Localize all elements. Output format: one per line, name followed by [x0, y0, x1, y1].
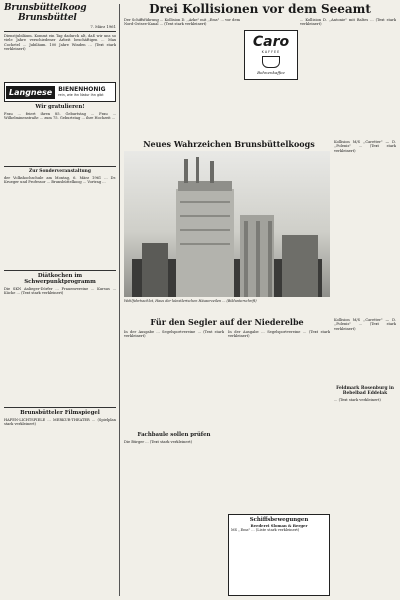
divider	[4, 270, 116, 271]
section-heading: Zur Sonderveranstaltung	[29, 169, 91, 174]
masthead-line1: Brunsbüttelkoog	[4, 3, 87, 13]
article-text: In der Ausgabe ... Segelsportvereine ... (Text stark verkleinert)	[228, 330, 330, 339]
caro-tagline: Bohnenkaffee	[257, 70, 285, 75]
article-text: Die Bürger ... (Text stark verkleinert)	[124, 440, 193, 444]
column-divider	[119, 4, 120, 596]
tower-photo	[124, 151, 330, 297]
article-text: ... (Text stark verkleinert)	[334, 398, 381, 402]
filmspiegel-section	[4, 410, 116, 568]
schiff-headline: Schiffsbewegungen	[249, 517, 309, 523]
masthead-line2: Brunsbüttel	[18, 13, 77, 23]
article-text: Kollision M/S ,,Caretter" — D. ,,Polenis" ... (Text stark verkleinert)	[334, 140, 396, 153]
middle-article	[228, 330, 330, 510]
caro-brand: Caro	[252, 34, 290, 50]
segler-article	[124, 330, 224, 428]
tower-photo-graphic	[124, 151, 330, 297]
langnese-ad	[4, 82, 116, 102]
langnese-slogan: rein, wie ihn Natur ihn gibt	[58, 93, 104, 97]
fachbaule-headline: Fachbaule sollen prüfen	[137, 432, 211, 438]
section-text: der Volkshochschule am Montag, 6. März 1961 ... Dr. Krueger und Professor ... Brunsbüttelkoog ... Vortrag ...	[4, 176, 116, 185]
article-text: In der Ausgabe ... Segelsportvereine ... (Text stark verkleinert)	[124, 330, 224, 339]
section-heading: Wir gratulieren!	[35, 104, 85, 110]
sonderveranstaltung-section	[4, 169, 116, 268]
divider	[4, 166, 116, 167]
far-right-article	[334, 318, 396, 380]
segler-headline: Für den Segler auf der Niederelbe	[150, 317, 304, 327]
gratulieren-section	[4, 104, 116, 164]
masthead-date: 7. März 1961	[90, 24, 116, 29]
section-text: Die SKN Anlieger-Dörfer ... Frauenvereine ... Kursus ... Küche ... (Text stark verkleinert)	[4, 287, 116, 296]
caro-ad	[244, 30, 298, 80]
langnese-brand: Langnese	[6, 86, 55, 99]
schiff-text: MS ,,Ems" ... (Liste stark verkleinert)	[231, 528, 300, 532]
photo-caption: Wohlfahrtsschlot, Haus der künstlerischen Häuserzeilen ... (Bildunterschrift)	[124, 299, 257, 303]
caro-sub: KAFFEE	[261, 50, 281, 54]
section-text: HAFEN-LICHTSPIELE ... MERKUR-THEATER ... (Spielplan stark verkleinert)	[4, 418, 116, 427]
masthead	[4, 0, 116, 29]
left-intro-text: Dienstjubiläum. Kommt ein Tag dadurch alt, daß wir uns so viele Jahre verschiedener Arbeit beschäftigen ... Max Cochetel ... Jubiläum. 100 Jahre Winden ... (Text stark verkleinert)	[4, 34, 116, 52]
feldmark-section	[334, 384, 396, 590]
section-heading: Brunsbütteler Filmspiegel	[20, 410, 100, 416]
right-photo-article	[334, 140, 396, 312]
photo-headline: Neues Wahrzeichen Brunsbüttelkoogs	[143, 139, 315, 149]
divider	[4, 407, 116, 408]
kollision-article	[124, 18, 240, 120]
left-column	[4, 0, 116, 570]
langnese-product: BIENENHONIG	[58, 86, 106, 93]
divider	[4, 31, 116, 32]
section-text: Frau ... feiert ihren 85. Geburtstag ... Frau ... Wilhelminenstraße ... zum 75. Geburtstag ... ihre Hochzeit ...	[4, 112, 116, 121]
diaetkochen-section	[4, 273, 116, 405]
fachbaule-section	[124, 430, 224, 598]
article-text: Der Schiffsführung ... Kollision D. ,,Arke" mit ,,Ems" ... vor dem Nord-Ostsee-Kanal ... (Text stark verkleinert)	[124, 18, 240, 27]
article-text: Kollision M/S ,,Caretter" — D. ,,Polenis" ... (Text stark verkleinert)	[334, 318, 396, 331]
section-heading: Diätkochen im Schwerpunktprogramm	[24, 273, 96, 285]
right-top-article	[300, 18, 396, 138]
coffee-cup-icon	[262, 56, 280, 68]
schiff-sub: Reederei Sloman & Berger	[250, 523, 308, 528]
feldmark-headline: Feldmark Rosenburg in Bebelbad Eddelak	[336, 386, 394, 396]
main-headline: Drei Kollisionen vor dem Seeamt	[149, 2, 371, 16]
schiffsbewegungen-box	[228, 514, 330, 596]
article-text: ... Kollision D. ,,Antonie" mit Baltes ... (Text stark verkleinert)	[300, 18, 396, 27]
